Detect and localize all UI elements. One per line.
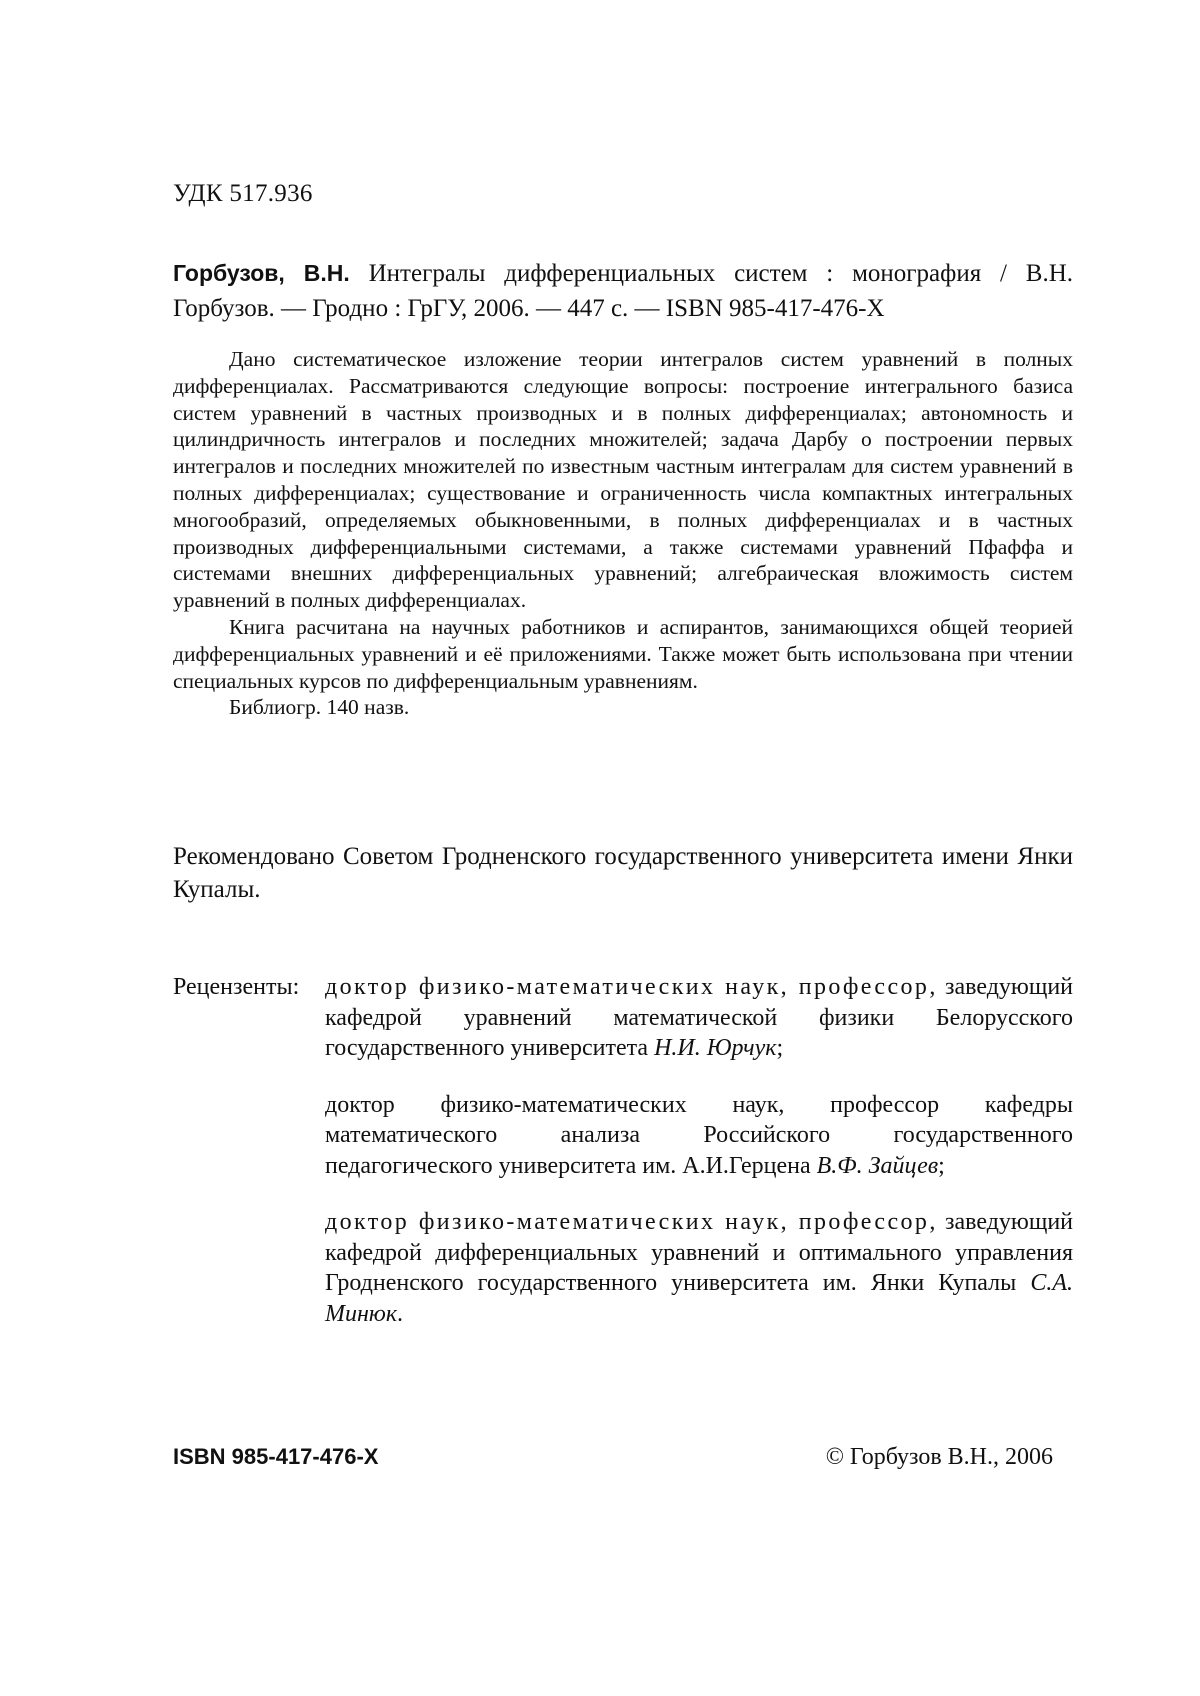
- reviewers-block: [173, 972, 1073, 1355]
- bibliographic-record: [173, 256, 1073, 326]
- reviewer-3-end: .: [397, 1300, 404, 1327]
- references-count: Библиогр. 140 назв.: [229, 695, 410, 720]
- reviewer-1-title: доктор физико-математических наук, профессор,: [325, 974, 938, 1000]
- abstract: [173, 346, 1073, 721]
- reviewers-list: [325, 972, 1073, 1329]
- reviewer-1-end: ;: [776, 1035, 784, 1061]
- reviewer-3: [325, 1207, 1073, 1329]
- copyright-notice: © Горбузов В.Н., 2006: [825, 1444, 1053, 1470]
- abstract-paragraph-2: Книга расчитана на научных работников и аспирантов, занимающихся общей теорией дифференциальных уравнений и её приложениями. Также может быть использована при чтении специальных курсов по дифференциальным уравнениям.: [173, 614, 1073, 693]
- abstract-paragraph-1: Дано систематическое изложение теории интегралов систем уравнений в полных дифференциалах. Рассматриваются следующие вопросы: построение интегрального базиса систем уравнений в частных производных и в полных дифференциалах; автономность и цилиндричность интегралов и последних множителей; задача Дарбу о построении первых интегралов и последних множителей по известным частным интегралам для систем уравнений в полных дифференциалах; существование и ограниченность числа компактных интегральных многообразий, определяемых обыкновенными, в полных дифференциалах и в частных производных дифференциальными системами, а также системами уравнений Пфаффа и системами внешних дифференциальных уравнений; алгебраическая вложимость систем уравнений в полных дифференциалах.: [173, 347, 1073, 613]
- isbn-footer: ISBN 985-417-476-X: [173, 1444, 379, 1469]
- reviewer-2-title: доктор физико-математических наук, профессор кафедры: [325, 1091, 1073, 1118]
- reviewer-1-name: Н.И. Юрчук: [654, 1035, 777, 1061]
- reviewers-label: Рецензенты:: [173, 974, 300, 1000]
- udk-code: УДК 517.936: [173, 180, 313, 207]
- reviewer-2: [325, 1090, 1073, 1182]
- reviewer-1-affiliation: заведующий кафедрой уравнений математической физики Белорусского государственного университета: [325, 974, 1074, 1061]
- bib-description: Интегралы дифференциальных систем : монография / В.Н. Горбузов. — Гродно : ГрГУ, 2006. — 447 с. — ISBN 985-417-476-X: [173, 260, 1073, 322]
- reviewer-2-affiliation: математического анализа Российского государственного педагогического университета им. А.И.Герцена: [325, 1122, 1073, 1179]
- reviewer-3-name: С.А. Минюк: [325, 1270, 1074, 1327]
- reviewer-3-title: доктор физико-математических наук, профессор,: [325, 1209, 938, 1235]
- recommendation-note: Рекомендовано Советом Гродненского государственного университета имени Янки Купалы.: [173, 843, 1073, 903]
- reviewer-2-name: В.Ф. Зайцев: [816, 1152, 939, 1179]
- bib-author: Горбузов, В.Н.: [173, 260, 350, 286]
- reviewer-2-end: ;: [938, 1152, 945, 1179]
- reviewer-3-affiliation: заведующий кафедрой дифференциальных уравнений и оптимального управления Гродненского государственного университета им. Янки Купалы: [325, 1209, 1074, 1296]
- reviewer-1: [325, 972, 1073, 1064]
